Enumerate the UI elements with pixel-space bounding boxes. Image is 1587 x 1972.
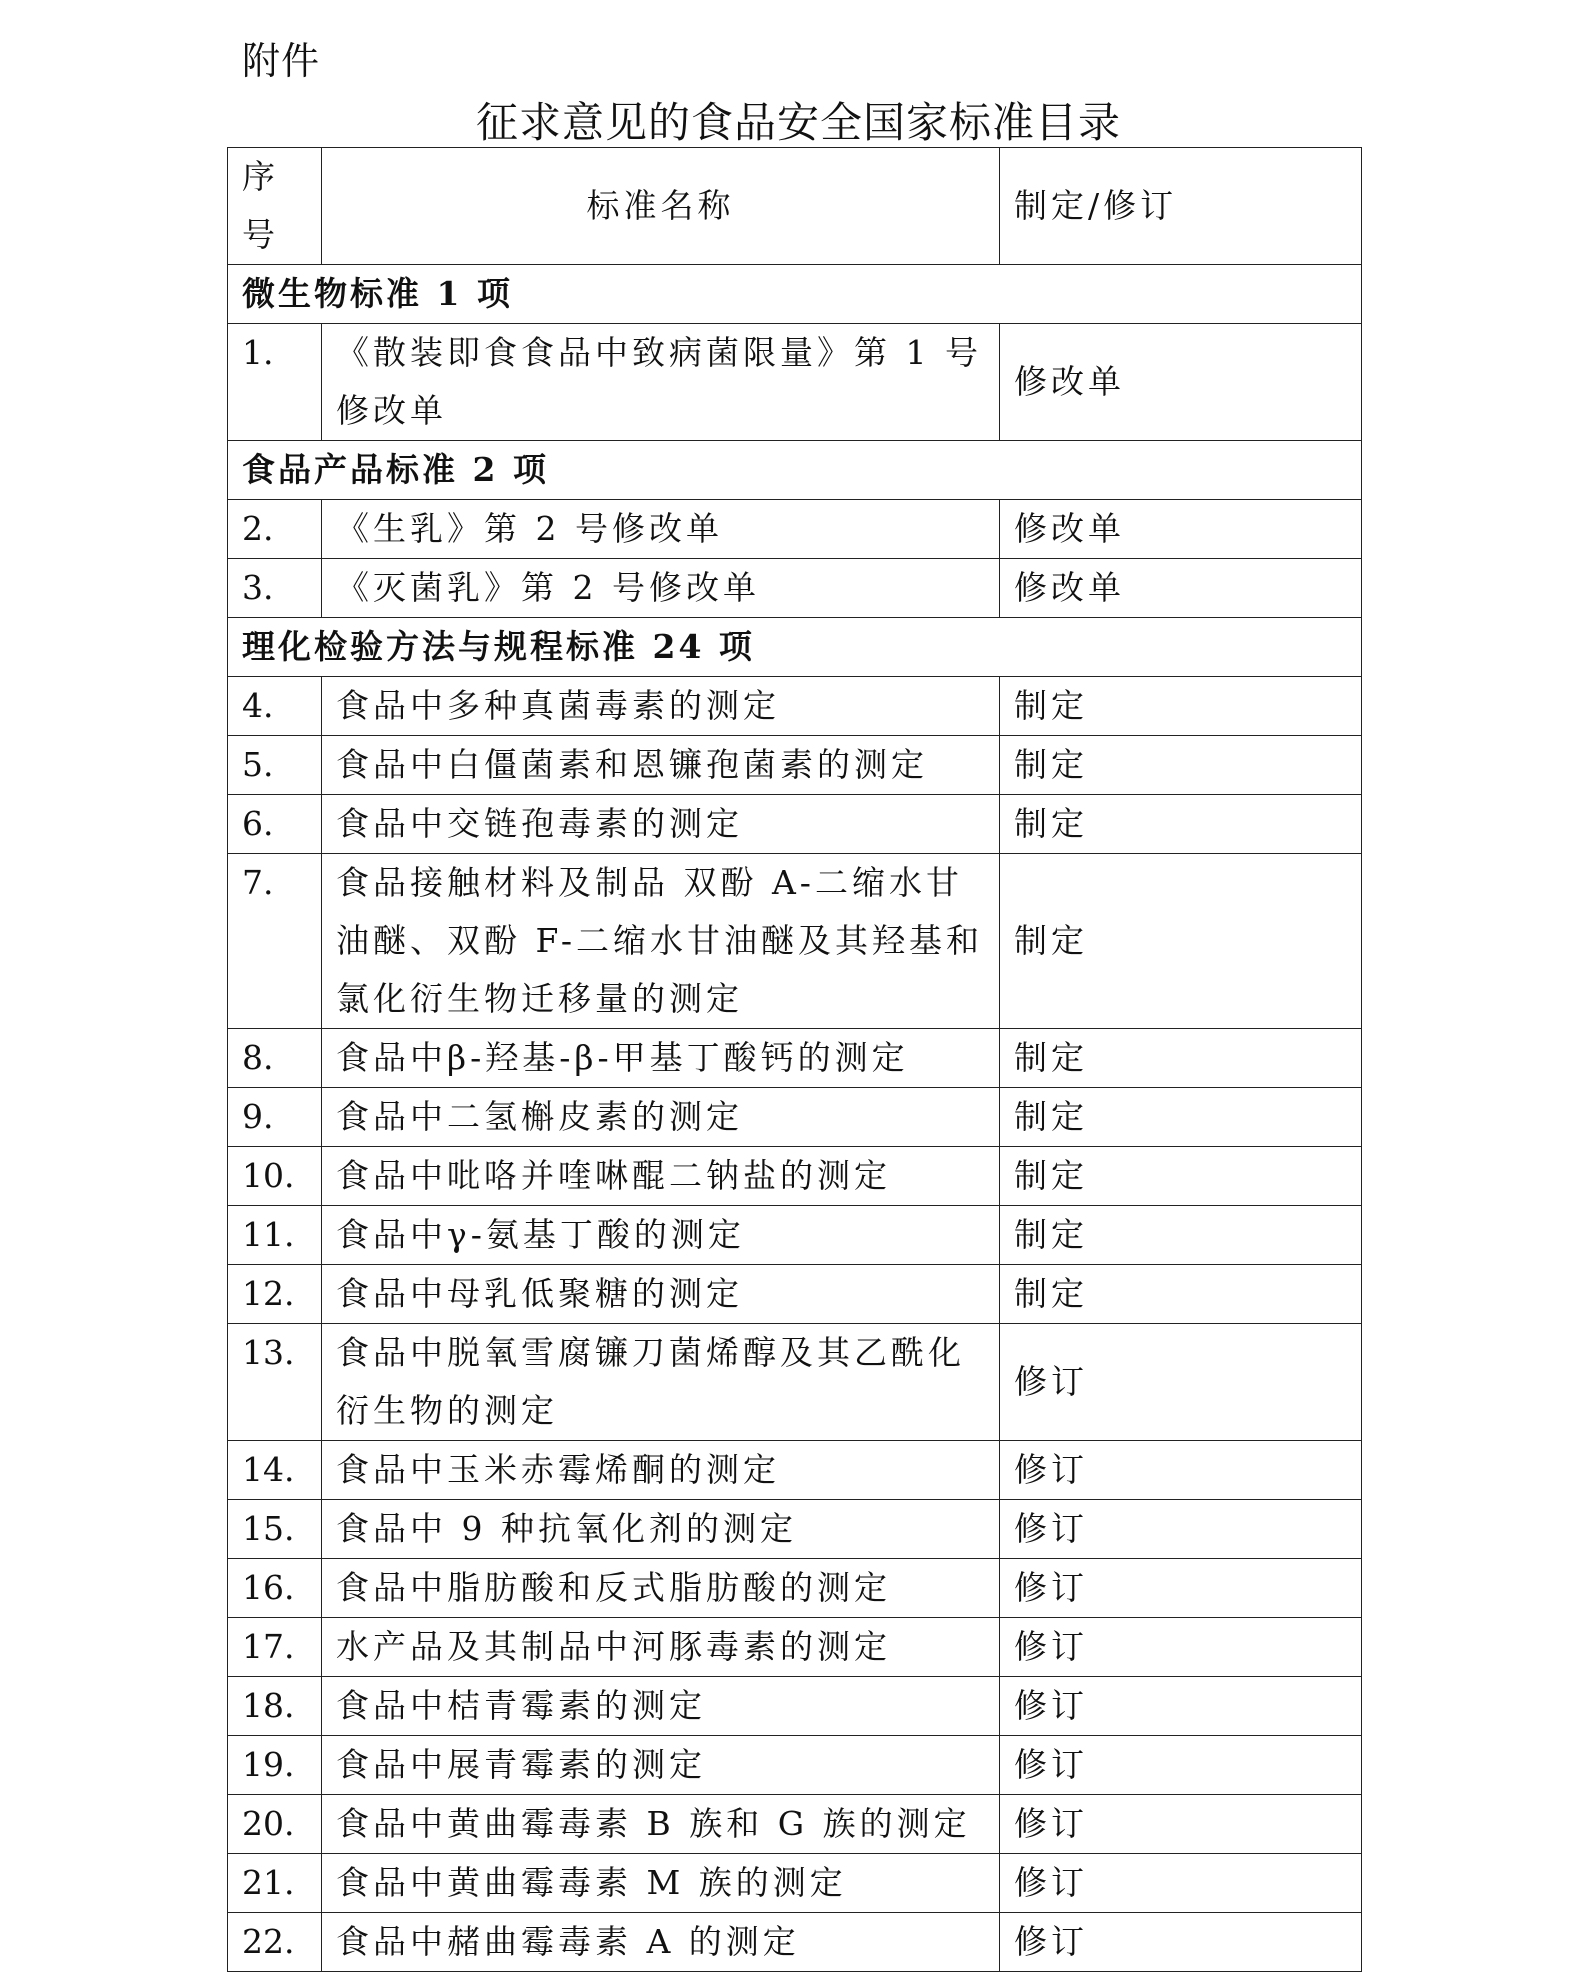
revision-type: 制定: [1000, 1206, 1362, 1265]
table-row: [228, 1206, 1362, 1265]
document-title: 征求意见的食品安全国家标准目录: [475, 98, 1121, 147]
table-row: [228, 1500, 1362, 1559]
row-number: 18.: [228, 1677, 322, 1736]
table-row: [228, 1736, 1362, 1795]
row-number: 14.: [228, 1441, 322, 1500]
standard-name: 食品中黄曲霉毒素 B 族和 G 族的测定: [322, 1795, 1000, 1854]
table-row: [228, 1147, 1362, 1206]
table-row: [228, 1029, 1362, 1088]
revision-type: 修订: [1000, 1618, 1362, 1677]
standard-name: 食品中母乳低聚糖的测定: [322, 1265, 1000, 1324]
table-row: [228, 1265, 1362, 1324]
standard-name: 食品中展青霉素的测定: [322, 1736, 1000, 1795]
table-row: [228, 1324, 1362, 1441]
section-row: [228, 441, 1362, 500]
standard-name: 食品中二氢槲皮素的测定: [322, 1088, 1000, 1147]
table-row: [228, 559, 1362, 618]
standard-name: 食品中玉米赤霉烯酮的测定: [322, 1441, 1000, 1500]
section-label: 食品产品标准 2 项: [228, 441, 1362, 500]
row-number: 10.: [228, 1147, 322, 1206]
header-col-type: 制定/修订: [1000, 148, 1362, 265]
revision-type: 制定: [1000, 1265, 1362, 1324]
row-number: 17.: [228, 1618, 322, 1677]
standards-table-body: [228, 148, 1362, 1972]
standard-name: 食品中桔青霉素的测定: [322, 1677, 1000, 1736]
standard-name: 食品中脂肪酸和反式脂肪酸的测定: [322, 1559, 1000, 1618]
revision-type: 制定: [1000, 677, 1362, 736]
table-row: [228, 795, 1362, 854]
standard-name: 食品中吡咯并喹啉醌二钠盐的测定: [322, 1147, 1000, 1206]
standard-name: 食品中黄曲霉毒素 M 族的测定: [322, 1854, 1000, 1913]
revision-type: 修订: [1000, 1500, 1362, 1559]
table-row: [228, 1913, 1362, 1972]
section-label: 微生物标准 1 项: [228, 265, 1362, 324]
section-label: 理化检验方法与规程标准 24 项: [228, 618, 1362, 677]
revision-type: 制定: [1000, 736, 1362, 795]
revision-type: 修订: [1000, 1795, 1362, 1854]
table-row: [228, 736, 1362, 795]
table-row: [228, 1559, 1362, 1618]
row-number: 22.: [228, 1913, 322, 1972]
table-row: [228, 500, 1362, 559]
standard-name: 食品接触材料及制品 双酚 A-二缩水甘油醚、双酚 F-二缩水甘油醚及其羟基和氯化衍生物迁移量的测定: [322, 854, 1000, 1029]
table-row: [228, 1618, 1362, 1677]
standard-name: 水产品及其制品中河豚毒素的测定: [322, 1618, 1000, 1677]
standard-name: 食品中 9 种抗氧化剂的测定: [322, 1500, 1000, 1559]
standard-name: 食品中γ-氨基丁酸的测定: [322, 1206, 1000, 1265]
table-row: [228, 1854, 1362, 1913]
row-number: 3.: [228, 559, 322, 618]
table-header-row: [228, 148, 1362, 265]
section-row: [228, 618, 1362, 677]
row-number: 11.: [228, 1206, 322, 1265]
revision-type: 修订: [1000, 1913, 1362, 1972]
table-row: [228, 1441, 1362, 1500]
row-number: 16.: [228, 1559, 322, 1618]
row-number: 20.: [228, 1795, 322, 1854]
revision-type: 修订: [1000, 1854, 1362, 1913]
standard-name: 《生乳》第 2 号修改单: [322, 500, 1000, 559]
revision-type: 制定: [1000, 795, 1362, 854]
row-number: 15.: [228, 1500, 322, 1559]
table-row: [228, 1677, 1362, 1736]
row-number: 9.: [228, 1088, 322, 1147]
row-number: 8.: [228, 1029, 322, 1088]
row-number: 13.: [228, 1324, 322, 1441]
revision-type: 修订: [1000, 1441, 1362, 1500]
revision-type: 修改单: [1000, 500, 1362, 559]
row-number: 5.: [228, 736, 322, 795]
header-col-number: 序号: [228, 148, 322, 265]
standard-name: 食品中β-羟基-β-甲基丁酸钙的测定: [322, 1029, 1000, 1088]
row-number: 19.: [228, 1736, 322, 1795]
standard-name: 食品中交链孢毒素的测定: [322, 795, 1000, 854]
revision-type: 制定: [1000, 854, 1362, 1029]
standard-name: 食品中脱氧雪腐镰刀菌烯醇及其乙酰化衍生物的测定: [322, 1324, 1000, 1441]
revision-type: 修订: [1000, 1736, 1362, 1795]
revision-type: 修改单: [1000, 324, 1362, 441]
standards-table: [227, 147, 1362, 1972]
revision-type: 制定: [1000, 1147, 1362, 1206]
header-col-name: 标准名称: [322, 148, 1000, 265]
revision-type: 修订: [1000, 1324, 1362, 1441]
table-row: [228, 854, 1362, 1029]
row-number: 12.: [228, 1265, 322, 1324]
table-row: [228, 1088, 1362, 1147]
table-row: [228, 324, 1362, 441]
table-row: [228, 677, 1362, 736]
revision-type: 制定: [1000, 1088, 1362, 1147]
row-number: 7.: [228, 854, 322, 1029]
revision-type: 修改单: [1000, 559, 1362, 618]
row-number: 21.: [228, 1854, 322, 1913]
section-row: [228, 265, 1362, 324]
row-number: 4.: [228, 677, 322, 736]
row-number: 6.: [228, 795, 322, 854]
table-row: [228, 1795, 1362, 1854]
standard-name: 食品中赭曲霉毒素 A 的测定: [322, 1913, 1000, 1972]
row-number: 2.: [228, 500, 322, 559]
standard-name: 《灭菌乳》第 2 号修改单: [322, 559, 1000, 618]
attachment-label: 附件: [242, 39, 321, 83]
standard-name: 食品中白僵菌素和恩镰孢菌素的测定: [322, 736, 1000, 795]
row-number: 1.: [228, 324, 322, 441]
revision-type: 修订: [1000, 1677, 1362, 1736]
standard-name: 食品中多种真菌毒素的测定: [322, 677, 1000, 736]
standard-name: 《散装即食食品中致病菌限量》第 1 号修改单: [322, 324, 1000, 441]
revision-type: 修订: [1000, 1559, 1362, 1618]
revision-type: 制定: [1000, 1029, 1362, 1088]
